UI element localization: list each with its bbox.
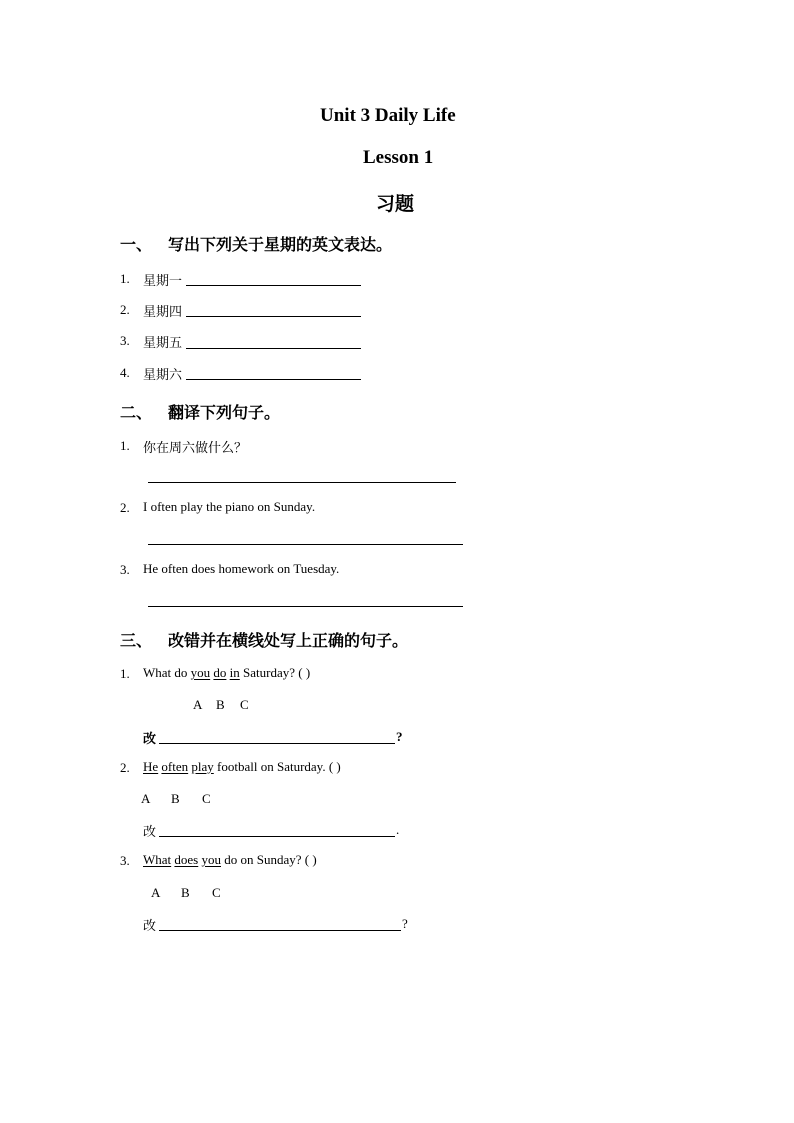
s1-item4-text: 星期六 xyxy=(143,367,183,382)
section1-marker: 一、 xyxy=(120,237,153,254)
unit-title: Unit 3 Daily Life xyxy=(320,105,456,126)
s3-item2-label-c: C xyxy=(202,791,211,806)
s2-item3-text: He often does homework on Tuesday. xyxy=(143,561,340,576)
section2-marker: 二、 xyxy=(120,405,153,422)
s3-item1-fix-label: 改 xyxy=(143,731,157,746)
section3-title: 改错并在横线处写上正确的句子。 xyxy=(168,633,409,650)
s3-item2-option-c: play xyxy=(191,759,214,774)
s3-item2-fix-label: 改 xyxy=(143,824,157,839)
s1-item2-number: 2. xyxy=(120,302,130,317)
s2-item2-answer-line[interactable] xyxy=(148,544,463,545)
section3-marker: 三、 xyxy=(120,633,153,650)
s3-item2-part: football on Saturday. ( ) xyxy=(213,759,341,774)
s3-item2-number: 2. xyxy=(120,760,130,775)
s1-item2-answer-line[interactable] xyxy=(186,316,361,317)
s2-item2-number: 2. xyxy=(120,500,130,515)
s1-item3-text: 星期五 xyxy=(143,335,183,350)
s1-item4-answer-line[interactable] xyxy=(186,379,361,380)
s3-item1-sentence xyxy=(143,665,310,681)
s2-item1-answer-line[interactable] xyxy=(148,482,456,483)
s1-item3-number: 3. xyxy=(120,333,130,348)
s2-item3-number: 3. xyxy=(120,562,130,577)
s3-item1-option-b: do xyxy=(213,665,227,680)
s3-item3-label-c: C xyxy=(212,885,221,900)
s3-item1-number: 1. xyxy=(120,666,130,681)
s3-item1-end-punct: ? xyxy=(396,729,403,744)
s3-item2-label-b: B xyxy=(171,791,180,806)
s3-item1-part: What do xyxy=(143,665,191,680)
s3-item1-label-a: A xyxy=(193,697,203,712)
s3-item3-end-punct: ? xyxy=(402,916,408,931)
s3-item1-option-a: you xyxy=(190,665,211,680)
s3-item3-option-b: does xyxy=(174,852,199,867)
s3-item1-option-c: in xyxy=(229,665,240,680)
s2-item2-text: I often play the piano on Sunday. xyxy=(143,499,316,514)
s3-item1-label-b: B xyxy=(216,697,225,712)
s2-item1-text: 你在周六做什么？ xyxy=(143,440,248,455)
page-subtitle: 习题 xyxy=(376,194,415,215)
s3-item2-answer-line[interactable] xyxy=(159,836,395,837)
s1-item1-answer-line[interactable] xyxy=(186,285,361,286)
s3-item3-fix-label: 改 xyxy=(143,918,157,933)
s1-item2-text: 星期四 xyxy=(143,304,183,319)
s3-item2-option-a: He xyxy=(143,759,159,774)
section2-title: 翻译下列句子。 xyxy=(168,405,281,422)
s3-item3-label-b: B xyxy=(181,885,190,900)
s3-item3-part: do on Sunday? ( ) xyxy=(221,852,317,867)
s2-item1-number: 1. xyxy=(120,438,130,453)
s3-item3-label-a: A xyxy=(151,885,161,900)
lesson-title: Lesson 1 xyxy=(363,147,434,168)
s3-item2-end-punct: . xyxy=(396,822,400,837)
s3-item1-label-c: C xyxy=(240,697,249,712)
s3-item2-sentence xyxy=(143,759,341,775)
s3-item2-option-b: often xyxy=(161,759,189,774)
s1-item1-number: 1. xyxy=(120,271,130,286)
s3-item3-answer-line[interactable] xyxy=(159,930,401,931)
s1-item1-text: 星期一 xyxy=(143,273,183,288)
s1-item4-number: 4. xyxy=(120,365,130,380)
s3-item3-number: 3. xyxy=(120,853,130,868)
s3-item3-sentence xyxy=(143,852,317,868)
s3-item3-option-a: What xyxy=(143,852,172,867)
s3-item3-option-c: you xyxy=(201,852,221,867)
s3-item2-label-a: A xyxy=(141,791,151,806)
s2-item3-answer-line[interactable] xyxy=(148,606,463,607)
s3-item1-answer-line[interactable] xyxy=(159,743,395,744)
section1-title: 写出下列关于星期的英文表达。 xyxy=(168,237,393,254)
s3-item1-part: Saturday? ( ) xyxy=(239,665,311,680)
s1-item3-answer-line[interactable] xyxy=(186,348,361,349)
